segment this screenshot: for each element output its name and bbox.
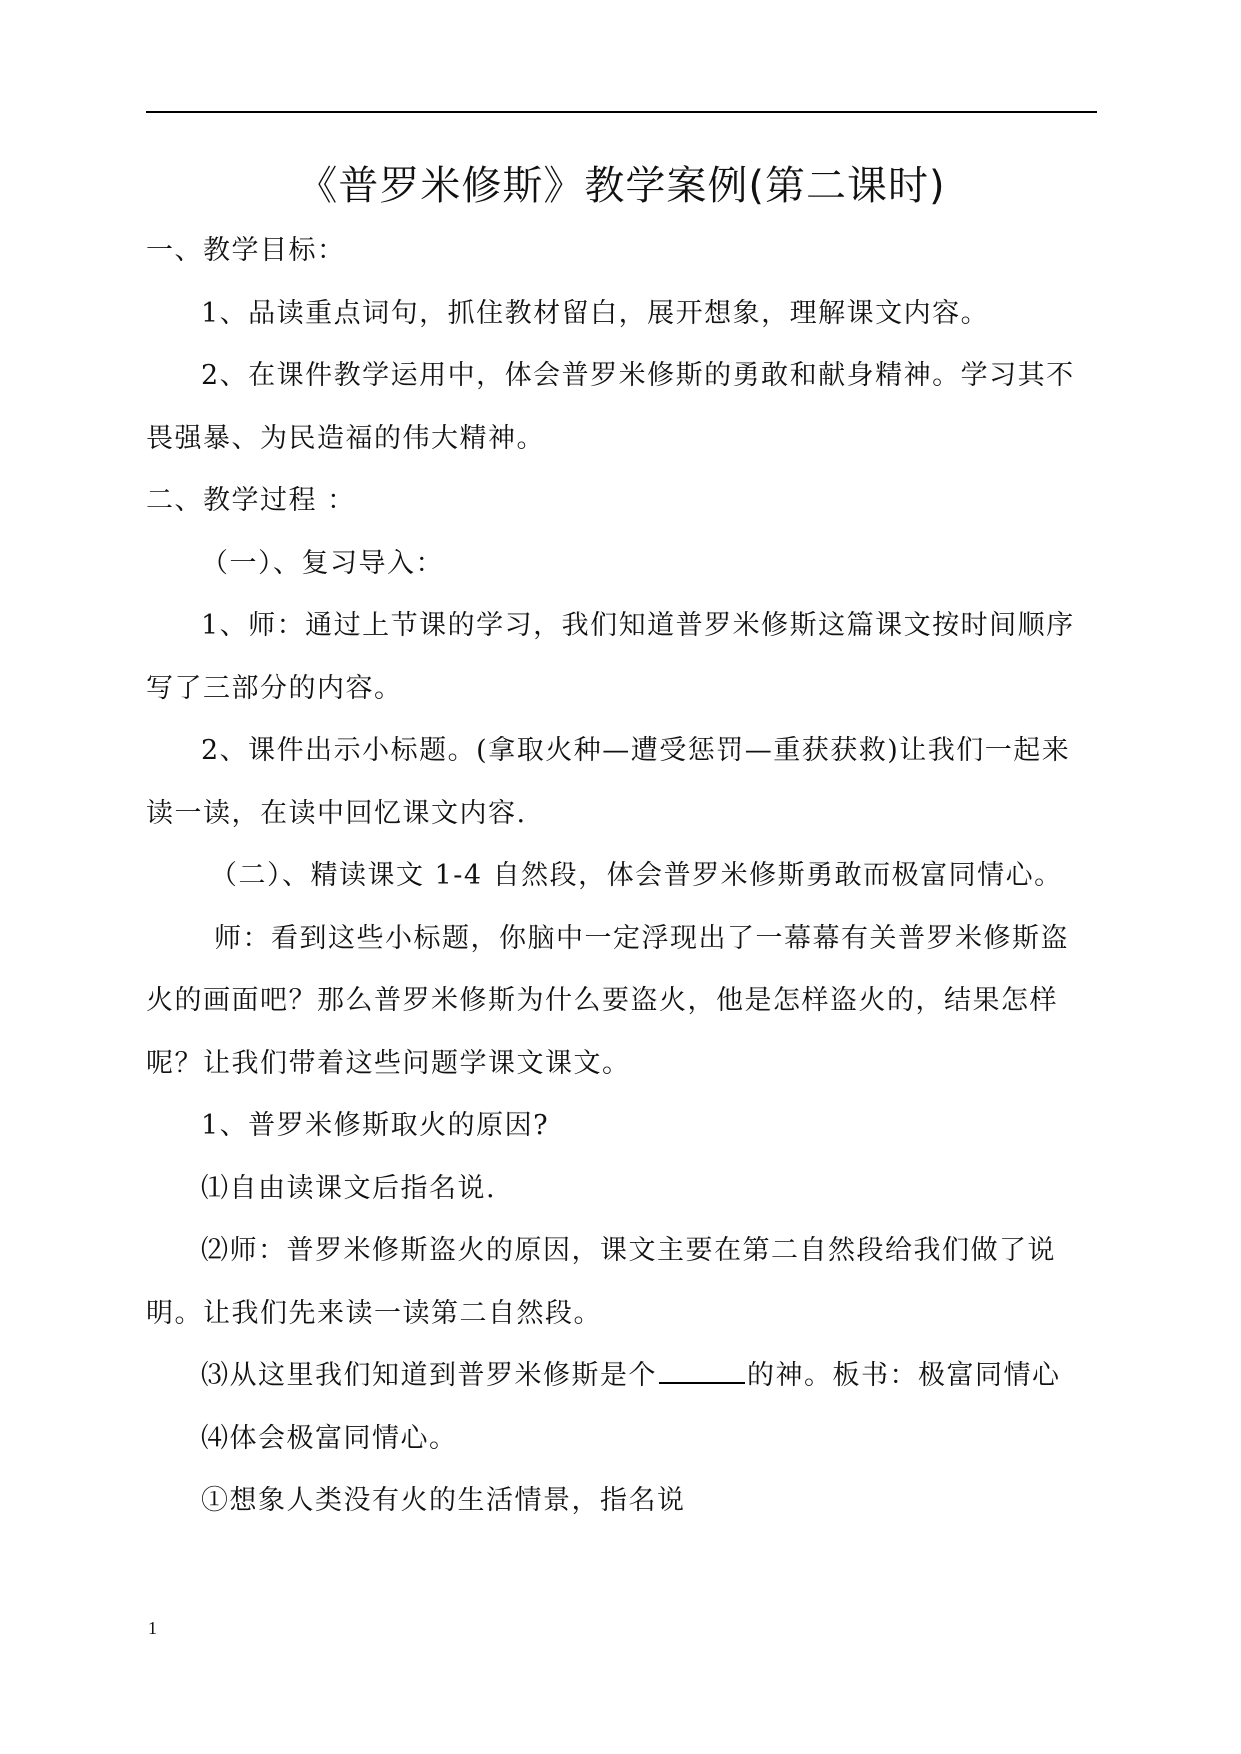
step-2-line-2: 读一读，在读中回忆课文内容. (146, 797, 527, 829)
question-1-b-line-2: 明。让我们先来读一读第二自然段。 (146, 1297, 602, 1329)
step-2-line-1: 2、课件出示小标题。(拿取火种—遭受惩罚—重获获救)让我们一起来 (201, 735, 1071, 766)
teacher-line-3: 呢？让我们带着这些问题学课文课文。 (146, 1047, 631, 1079)
goal-2-line-2: 畏强暴、为民造福的伟大精神。 (146, 422, 545, 454)
step-1-line-2: 写了三部分的内容。 (146, 672, 403, 704)
page-number: 1 (148, 1618, 157, 1638)
question-1: 1、普罗米修斯取火的原因? (201, 1110, 550, 1141)
process-heading: 二、教学过程 ： (146, 485, 356, 516)
question-1-d: ⑷体会极富同情心。 (201, 1422, 458, 1454)
teacher-line-2: 火的画面吧？那么普罗米修斯为什么要盗火，他是怎样盗火的，结果怎样 (146, 985, 1058, 1016)
part-1-heading: （一）、复习导入： (201, 547, 444, 579)
goals-heading: 一、教学目标： (146, 235, 346, 266)
question-1-c-before: ⑶从这里我们知道到普罗米修斯是个 (201, 1360, 657, 1391)
question-1-b-line-1: ⑵师：普罗米修斯盗火的原因，课文主要在第二自然段给我们做了说 (201, 1235, 1056, 1266)
question-1-c (146, 1345, 1097, 1408)
document-body (146, 220, 1097, 1533)
fill-in-blank (659, 1360, 745, 1384)
goal-1: 1、品读重点词句，抓住教材留白，展开想象，理解课文内容。 (201, 297, 990, 329)
question-1-a: ⑴自由读课文后指名说. (201, 1172, 497, 1204)
part-2-heading: （二）、精读课文 1-4 自然段，体会普罗米修斯勇敢而极富同情心。 (210, 860, 1063, 891)
question-1-d-1: ①想象人类没有火的生活情景，指名说 (201, 1485, 686, 1516)
goal-2-line-1: 2、在课件教学运用中，体会普罗米修斯的勇敢和献身精神。学习其不 (201, 360, 1075, 391)
step-1-line-1: 1、师：通过上节课的学习，我们知道普罗米修斯这篇课文按时间顺序 (201, 610, 1075, 641)
teacher-line-1: 师：看到这些小标题，你脑中一定浮现出了一幕幕有关普罗米修斯盗 (214, 922, 1069, 954)
header-rule (146, 111, 1097, 113)
question-1-c-after: 的神。板书：极富同情心 (747, 1360, 1061, 1391)
document-title: 《普罗米修斯》教学案例(第二课时) (297, 163, 946, 209)
